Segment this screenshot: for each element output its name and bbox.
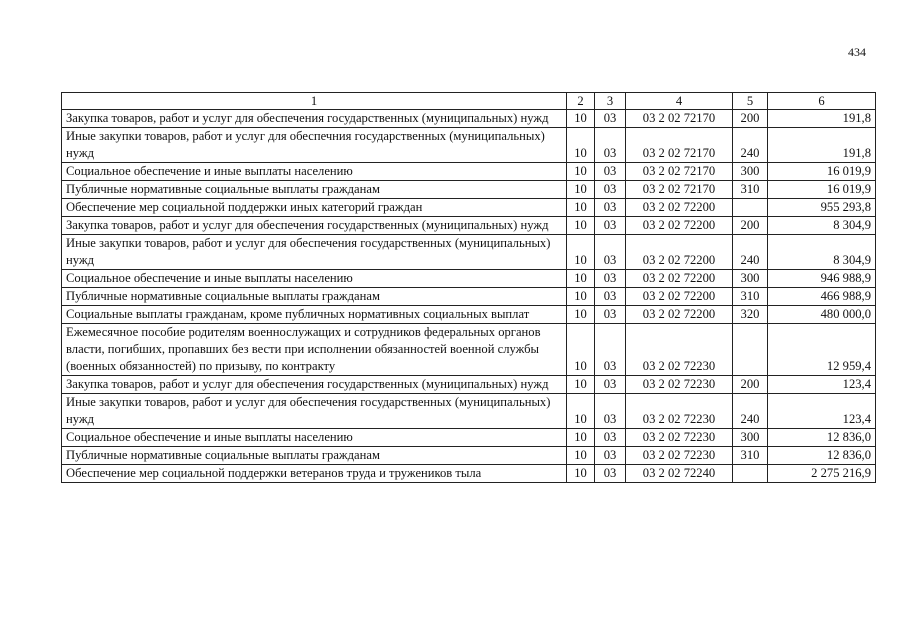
expense-type-cell <box>733 199 768 217</box>
subsection-code-cell: 03 <box>595 465 626 483</box>
target-article-cell: 03 2 02 72230 <box>626 429 733 447</box>
subsection-code-cell: 03 <box>595 394 626 429</box>
section-code-cell: 10 <box>567 181 595 199</box>
subsection-code-cell: 03 <box>595 270 626 288</box>
expense-type-cell: 300 <box>733 429 768 447</box>
table-row <box>62 128 876 163</box>
header-col-6: 6 <box>768 93 876 110</box>
expense-type-cell: 200 <box>733 217 768 235</box>
table-row <box>62 324 876 376</box>
target-article-cell: 03 2 02 72240 <box>626 465 733 483</box>
expense-name-cell: Публичные нормативные социальные выплаты гражданам <box>62 288 567 306</box>
amount-cell: 16 019,9 <box>768 181 876 199</box>
header-row <box>62 93 876 110</box>
expense-name-cell: Публичные нормативные социальные выплаты гражданам <box>62 181 567 199</box>
subsection-code-cell: 03 <box>595 110 626 128</box>
section-code-cell: 10 <box>567 199 595 217</box>
budget-table <box>61 92 876 483</box>
subsection-code-cell: 03 <box>595 429 626 447</box>
target-article-cell: 03 2 02 72200 <box>626 288 733 306</box>
section-code-cell: 10 <box>567 429 595 447</box>
header-col-3: 3 <box>595 93 626 110</box>
table-row <box>62 199 876 217</box>
subsection-code-cell: 03 <box>595 217 626 235</box>
subsection-code-cell: 03 <box>595 324 626 376</box>
table-row <box>62 288 876 306</box>
section-code-cell: 10 <box>567 270 595 288</box>
table-body <box>62 110 876 483</box>
amount-cell: 8 304,9 <box>768 217 876 235</box>
section-code-cell: 10 <box>567 128 595 163</box>
target-article-cell: 03 2 02 72200 <box>626 199 733 217</box>
amount-cell: 123,4 <box>768 376 876 394</box>
table-row <box>62 429 876 447</box>
subsection-code-cell: 03 <box>595 181 626 199</box>
table-row <box>62 394 876 429</box>
target-article-cell: 03 2 02 72200 <box>626 306 733 324</box>
section-code-cell: 10 <box>567 288 595 306</box>
expense-type-cell: 310 <box>733 447 768 465</box>
table-row <box>62 376 876 394</box>
table-row <box>62 235 876 270</box>
expense-type-cell: 300 <box>733 270 768 288</box>
expense-name-cell: Социальное обеспечение и иные выплаты населению <box>62 429 567 447</box>
amount-cell: 480 000,0 <box>768 306 876 324</box>
section-code-cell: 10 <box>567 447 595 465</box>
subsection-code-cell: 03 <box>595 235 626 270</box>
table-row <box>62 306 876 324</box>
expense-type-cell: 320 <box>733 306 768 324</box>
target-article-cell: 03 2 02 72230 <box>626 376 733 394</box>
expense-type-cell: 240 <box>733 235 768 270</box>
table-row <box>62 447 876 465</box>
section-code-cell: 10 <box>567 324 595 376</box>
page-number: 434 <box>848 45 866 59</box>
header-col-5: 5 <box>733 93 768 110</box>
table-row <box>62 163 876 181</box>
amount-cell: 955 293,8 <box>768 199 876 217</box>
section-code-cell: 10 <box>567 163 595 181</box>
expense-name-cell: Иные закупки товаров, работ и услуг для обеспечения государственных (муниципальных) нужд <box>62 394 567 429</box>
expense-type-cell <box>733 324 768 376</box>
target-article-cell: 03 2 02 72200 <box>626 235 733 270</box>
table-row <box>62 217 876 235</box>
expense-name-cell: Публичные нормативные социальные выплаты гражданам <box>62 447 567 465</box>
expense-type-cell: 200 <box>733 376 768 394</box>
section-code-cell: 10 <box>567 217 595 235</box>
section-code-cell: 10 <box>567 306 595 324</box>
amount-cell: 946 988,9 <box>768 270 876 288</box>
target-article-cell: 03 2 02 72200 <box>626 217 733 235</box>
expense-name-cell: Иные закупки товаров, работ и услуг для обеспечния государственных (муниципальных) нужд <box>62 128 567 163</box>
subsection-code-cell: 03 <box>595 447 626 465</box>
amount-cell: 2 275 216,9 <box>768 465 876 483</box>
header-col-1: 1 <box>62 93 567 110</box>
expense-name-cell: Обеспечение мер социальной поддержки ветеранов труда и тружеников тыла <box>62 465 567 483</box>
subsection-code-cell: 03 <box>595 199 626 217</box>
section-code-cell: 10 <box>567 394 595 429</box>
expense-type-cell: 240 <box>733 128 768 163</box>
amount-cell: 12 836,0 <box>768 447 876 465</box>
expense-name-cell: Закупка товаров, работ и услуг для обеспечения государственных (муниципальных) нужд <box>62 376 567 394</box>
target-article-cell: 03 2 02 72200 <box>626 270 733 288</box>
amount-cell: 8 304,9 <box>768 235 876 270</box>
target-article-cell: 03 2 02 72230 <box>626 324 733 376</box>
section-code-cell: 10 <box>567 465 595 483</box>
expense-name-cell: Социальное обеспечение и иные выплаты населению <box>62 270 567 288</box>
expense-name-cell: Иные закупки товаров, работ и услуг для обеспечения государственных (муниципальных) нужд <box>62 235 567 270</box>
table-row <box>62 181 876 199</box>
table-row <box>62 270 876 288</box>
header-col-4: 4 <box>626 93 733 110</box>
amount-cell: 16 019,9 <box>768 163 876 181</box>
amount-cell: 12 959,4 <box>768 324 876 376</box>
amount-cell: 191,8 <box>768 128 876 163</box>
amount-cell: 12 836,0 <box>768 429 876 447</box>
target-article-cell: 03 2 02 72170 <box>626 181 733 199</box>
expense-name-cell: Ежемесячное пособие родителям военнослужащих и сотрудников федеральных органов власти, погибших, пропавших без вести при исполнении обязанностей военной службы (военных обязанностей) по призыву, по контракту <box>62 324 567 376</box>
target-article-cell: 03 2 02 72170 <box>626 128 733 163</box>
subsection-code-cell: 03 <box>595 376 626 394</box>
section-code-cell: 10 <box>567 235 595 270</box>
section-code-cell: 10 <box>567 376 595 394</box>
subsection-code-cell: 03 <box>595 306 626 324</box>
amount-cell: 123,4 <box>768 394 876 429</box>
section-code-cell: 10 <box>567 110 595 128</box>
expense-type-cell <box>733 465 768 483</box>
expense-type-cell: 300 <box>733 163 768 181</box>
header-col-2: 2 <box>567 93 595 110</box>
expense-type-cell: 310 <box>733 288 768 306</box>
expense-type-cell: 310 <box>733 181 768 199</box>
expense-name-cell: Закупка товаров, работ и услуг для обеспечения государственных (муниципальных) нужд <box>62 110 567 128</box>
target-article-cell: 03 2 02 72230 <box>626 447 733 465</box>
table-row <box>62 110 876 128</box>
expense-name-cell: Закупка товаров, работ и услуг для обеспечения государственных (муниципальных) нужд <box>62 217 567 235</box>
target-article-cell: 03 2 02 72170 <box>626 110 733 128</box>
expense-name-cell: Социальные выплаты гражданам, кроме публичных нормативных социальных выплат <box>62 306 567 324</box>
expense-name-cell: Обеспечение мер социальной поддержки иных категорий граждан <box>62 199 567 217</box>
expense-name-cell: Социальное обеспечение и иные выплаты населению <box>62 163 567 181</box>
subsection-code-cell: 03 <box>595 288 626 306</box>
expense-type-cell: 240 <box>733 394 768 429</box>
subsection-code-cell: 03 <box>595 128 626 163</box>
amount-cell: 191,8 <box>768 110 876 128</box>
subsection-code-cell: 03 <box>595 163 626 181</box>
amount-cell: 466 988,9 <box>768 288 876 306</box>
target-article-cell: 03 2 02 72170 <box>626 163 733 181</box>
target-article-cell: 03 2 02 72230 <box>626 394 733 429</box>
table-row <box>62 465 876 483</box>
expense-type-cell: 200 <box>733 110 768 128</box>
